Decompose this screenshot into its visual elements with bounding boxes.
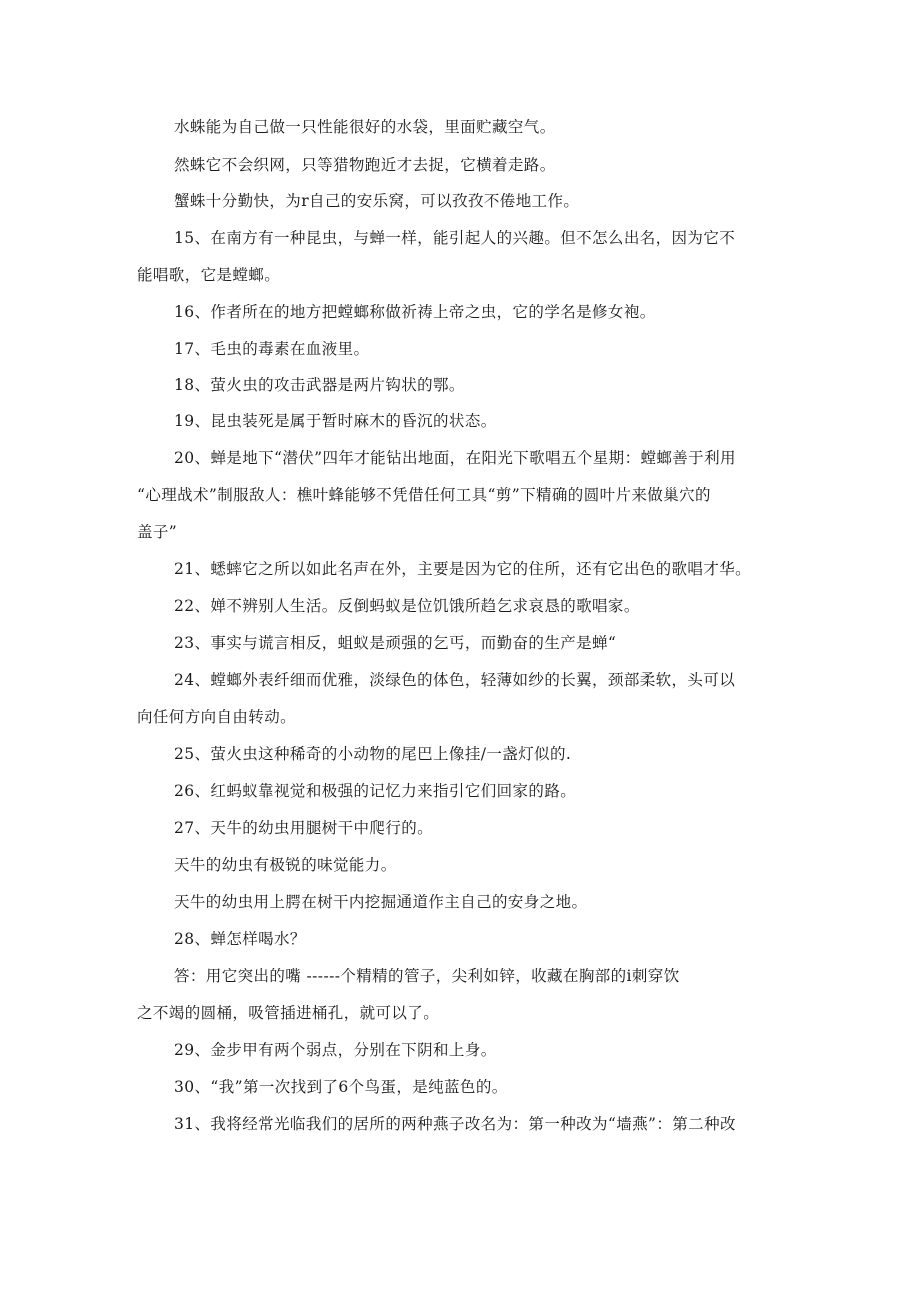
text-line-12: 盖子” bbox=[137, 523, 178, 541]
text-line-2: 然蛛它不会织网，只等猎物跑近才去捉，它横着走路。 bbox=[174, 156, 556, 174]
text-line-13: 21、蟋蟀它之所以如此名声在外，主要是因为它的住所，还有它出色的歌唱才华。 bbox=[174, 560, 752, 578]
text-line-9: 19、昆虫装死是属于暂时麻木的昏沉的状态。 bbox=[174, 412, 497, 430]
text-line-23: 28、蝉怎样喝水？ bbox=[174, 930, 306, 948]
text-line-24: 答：用它突出的嘴 ------个精精的管子，尖利如锌，收藏在胸部的i刺穿饮 bbox=[174, 967, 680, 985]
text-line-6: 16、作者所在的地方把螳螂称做祈祷上帝之虫，它的学名是修女袍。 bbox=[174, 303, 656, 321]
text-line-4: 15、在南方有一种昆虫，与蝉一样，能引起人的兴趣。但不怎么出名，因为它不 bbox=[174, 229, 736, 247]
text-line-15: 23、事实与谎言相反，蛆蚁是顽强的乞丐，而勤奋的生产是蝉“ bbox=[174, 634, 617, 652]
text-line-5: 能唱歌，它是螳螂。 bbox=[137, 266, 281, 284]
text-line-11: “心理战术”制服敌人：樵叶蜂能够不凭借任何工具“剪”下精确的圆叶片来做巢穴的 bbox=[137, 486, 711, 504]
text-line-28: 31、我将经常光临我们的居所的两种燕子改名为：第一种改为“墙燕”：第二种改 bbox=[174, 1115, 736, 1133]
text-line-14: 22、婵不辨别人生活。反倒蚂蚁是位饥饿所趋乞求哀恳的歌唱家。 bbox=[174, 597, 640, 615]
text-line-27: 30、“我”第一次找到了6个鸟蛋，是纯蓝色的。 bbox=[174, 1078, 508, 1096]
text-line-22: 天牛的幼虫用上腭在树干内挖掘通道作主自己的安身之地。 bbox=[174, 893, 588, 911]
text-line-26: 29、金步甲有两个弱点，分别在下阴和上身。 bbox=[174, 1041, 497, 1059]
text-line-25: 之不竭的圆桶，吸管插进桶孔，就可以了。 bbox=[137, 1004, 440, 1022]
text-line-18: 25、萤火虫这种稀奇的小动物的尾巴上像挂/一盏灯似的. bbox=[174, 745, 572, 763]
text-line-17: 向任何方向自由转动。 bbox=[137, 708, 297, 726]
text-line-21: 天牛的幼虫有极锐的味觉能力。 bbox=[174, 856, 397, 874]
text-line-19: 26、红蚂蚁靠视觉和极强的记忆力来指引它们回家的路。 bbox=[174, 782, 577, 800]
text-line-7: 17、毛虫的毒素在血液里。 bbox=[174, 340, 370, 358]
text-line-16: 24、螳螂外表纤细而优雅，淡绿色的体色，轻薄如纱的长翼，颈部柔软，头可以 bbox=[174, 671, 736, 689]
text-line-1: 水蛛能为自己做一只性能很好的水袋，里面贮藏空气。 bbox=[174, 118, 556, 136]
text-line-20: 27、天牛的幼虫用腿树干中爬行的。 bbox=[174, 819, 434, 837]
text-line-8: 18、萤火虫的攻击武器是两片钩状的鄂。 bbox=[174, 376, 465, 394]
text-line-3: 蟹蛛十分勤快，为r自己的安乐窝，可以孜孜不倦地工作。 bbox=[174, 192, 580, 210]
text-line-10: 20、蝉是地下“潜伏”四年才能钻出地面，在阳光下歌唱五个星期：螳螂善于利用 bbox=[174, 449, 736, 467]
